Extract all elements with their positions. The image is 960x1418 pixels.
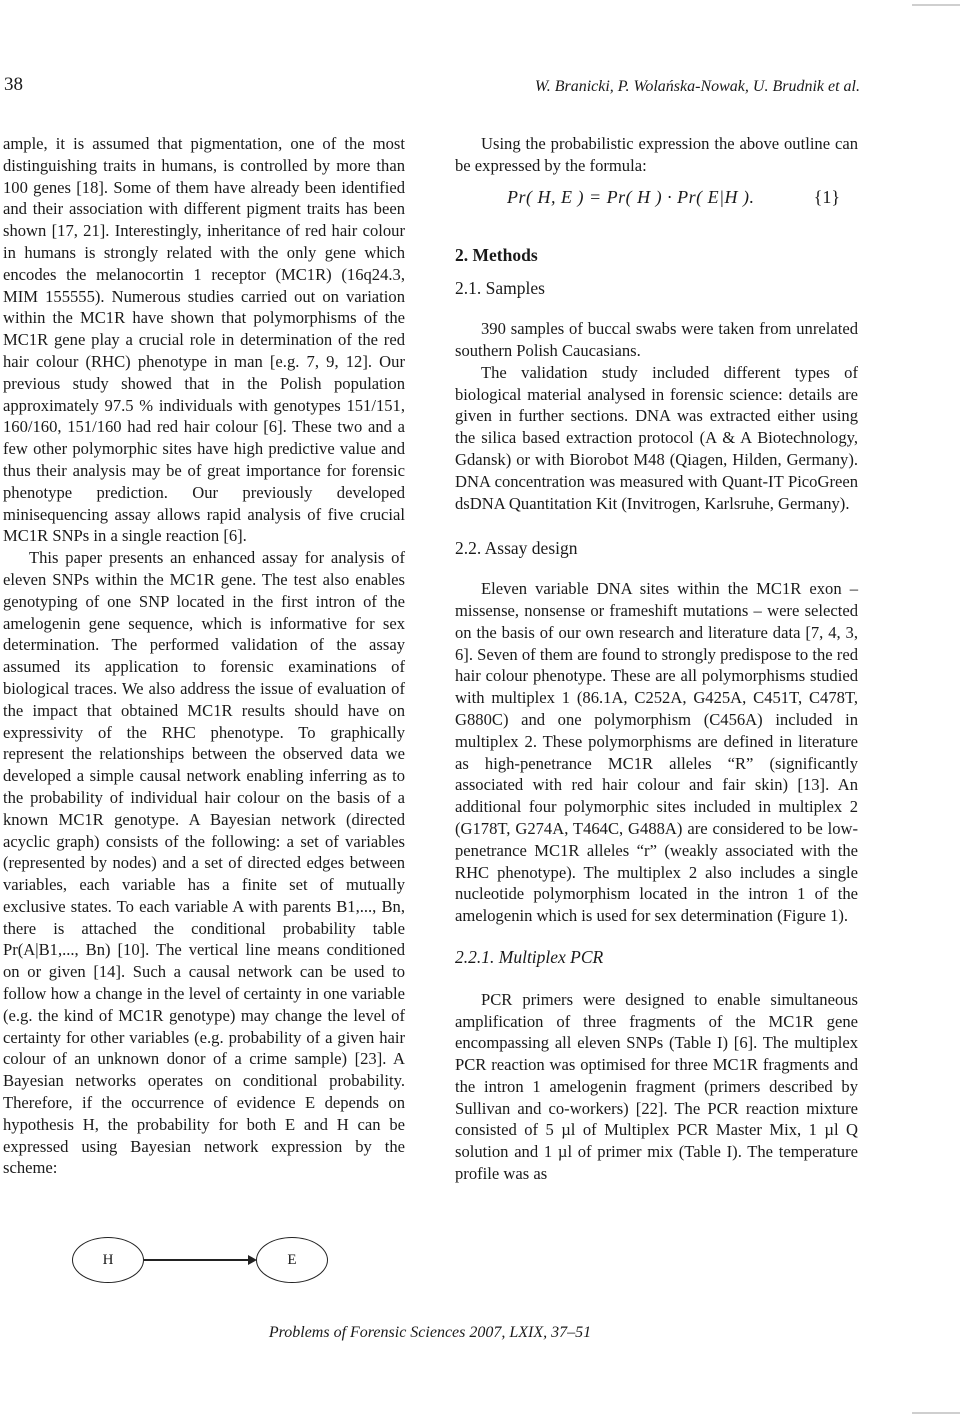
formula-intro: Using the probabilistic expression the above outline can be expressed by the formula: bbox=[455, 134, 858, 175]
bayes-formula: Pr( H, E ) = Pr( H ) · Pr( E|H ). bbox=[507, 186, 755, 207]
bayesian-network-diagram bbox=[0, 1230, 420, 1290]
journal-footer: Problems of Forensic Sciences 2007, LXIX, 37–51 bbox=[268, 1324, 592, 1341]
running-head: W. Branicki, P. Wolańska-Nowak, U. Brudnik et al. bbox=[534, 78, 860, 95]
left-column bbox=[3, 133, 405, 1179]
node-h bbox=[72, 1237, 144, 1283]
node-h-label: H bbox=[102, 1251, 114, 1268]
formula-number: {1} bbox=[813, 186, 840, 207]
edge-h-to-e bbox=[144, 1259, 250, 1261]
node-e bbox=[256, 1237, 328, 1283]
page-header bbox=[0, 72, 960, 104]
subsection-heading-assay: 2.2. Assay design bbox=[455, 538, 578, 559]
bottom-right-rule bbox=[912, 1412, 960, 1414]
top-right-rule bbox=[912, 4, 960, 6]
node-e-label: E bbox=[287, 1251, 297, 1268]
subsubsection-heading-pcr: 2.2.1. Multiplex PCR bbox=[455, 946, 604, 967]
body-paragraph: ample, it is assumed that pigmentation, one of the most distinguishing traits in humans, is controlled by more than 100 genes [18]. Some of them have already been identified and their association with different pigment traits has been shown [17, 21]. Interestingly, inheritance of red hair colour in humans is strongly related with the only gene which encodes the melanocortin 1 receptor (MC1R) (16q24.3, MIM 155555). Numerous studies carried out on variation within the MC1R have shown that polymorphisms of the MC1R gene play a crucial role in determination of the red hair colour (RHC) phenotype in man [e.g. 7, 9, 12]. Our previous study showed that in the Polish population approximately 97.5 % individuals with genotypes 151/151, 160/160, 151/160 had red hair colour [6]. These two and a few other polymorphic sites have high predictive value and thus their analysis may be of great importance for forensic phenotype prediction. Our previously developed minisequencing assay allows rapid analysis of five crucial MC1R SNPs in a single reaction [6]. bbox=[3, 134, 405, 546]
right-column bbox=[455, 133, 858, 1185]
body-paragraph: PCR primers were designed to enable simultaneous amplification of three fragments of the MC1R gene encompassing all eleven SNPs (Table I) [6]. The multiplex PCR reaction was optimised for three MC1R fragments and the intron 1 amelogenin fragment (primers described by Sullivan and co-workers) [22]. The PCR reaction mixture consisted of 5 µl of Multiplex PCR Master Mix, 1 µl Q solution and 1 µl of primer mix (Table I). The temperature profile was as bbox=[455, 989, 858, 1184]
body-paragraph: 390 samples of buccal swabs were taken from unrelated southern Polish Caucasians. bbox=[455, 319, 858, 360]
spacer bbox=[455, 514, 858, 526]
subsection-heading-samples: 2.1. Samples bbox=[455, 278, 545, 299]
page-number: 38 bbox=[4, 74, 23, 95]
body-paragraph: The validation study included different types of biological material analysed in forensic science: details are given in further sections. DNA was extracted either using the silica based extraction protocol (A & A Biotechnology, Gdansk) or with Biorobot M48 (Qiagen, Hilden, Germany). DNA concentration was measured with Quant-IT PicoGreen dsDNA Quantitation Kit (Invitrogen, Karlsruhe, Germany). bbox=[455, 362, 858, 513]
body-paragraph: Eleven variable DNA sites within the MC1R exon – missense, nonsense or frameshift mutations – were selected on the basis of our own research and literature data [7, 4, 3, 6]. Seven of them are found to strongly predispose to the red hair colour phenotype. These are all polymorphisms studied with multiplex 1 (86.1A, C252A, G425A, C451T, C478T, G880C) and one polymorphism (C456A) included in multiplex 2. These polymorphisms are defined in literature as high-penetrance MC1R alleles “R” (significantly associated with red hair colour and fair skin) [13]. An additional four polymorphic sites included in multiplex 2 (G178T, G274A, T464C, G488A) are considered to be low-penetrance MC1R alleles “r” (weakly associated with the RHC phenotype). The multiplex 2 also includes a single nucleotide polymorphism located in the intron 1 of the amelogenin which is used for sex determination (Figure 1). bbox=[455, 579, 858, 926]
formula-block bbox=[455, 183, 858, 229]
body-paragraph: This paper presents an enhanced assay for analysis of eleven SNPs within the MC1R gene. The test also enables genotyping of one SNP located in the first intron of the amelogenin gene sequence, which is informative for sex determination. The performed validation of the assay assumed its application to forensic examinations of biological traces. We also address the issue of evaluation of the impact that obtained MC1R results should have on expressivity of the RHC phenotype. To graphically represent the relationships between the observed data we developed a simple causal network enabling inferring as to the probability of individual hair colour on the basis of a known MC1R genotype. A Bayesian network (directed acyclic graph) consists of the following: a set of variables (represented by nodes) and a set of directed edges between variables, each variable has a finite set of mutually exclusive states. To each variable A with parents B1,..., Bn, there is attached the conditional probability table Pr(A|B1,..., Bn) [10]. The vertical line means conditioned on or given [14]. Such a causal network can be used to follow how a change in the level of certainty in one variable (e.g. the kind of MC1R genotype) may change the level of certainty for other variables (e.g. probability of a given hair colour of an unknown donor of a crime sample) [23]. A Bayesian networks operates on conditional probability. Therefore, if the occurrence of evidence E depends on hypothesis H, the probability for both E and H can be expressed using Bayesian network expression by the scheme: bbox=[3, 548, 405, 1178]
section-heading-methods: 2. Methods bbox=[455, 244, 538, 265]
